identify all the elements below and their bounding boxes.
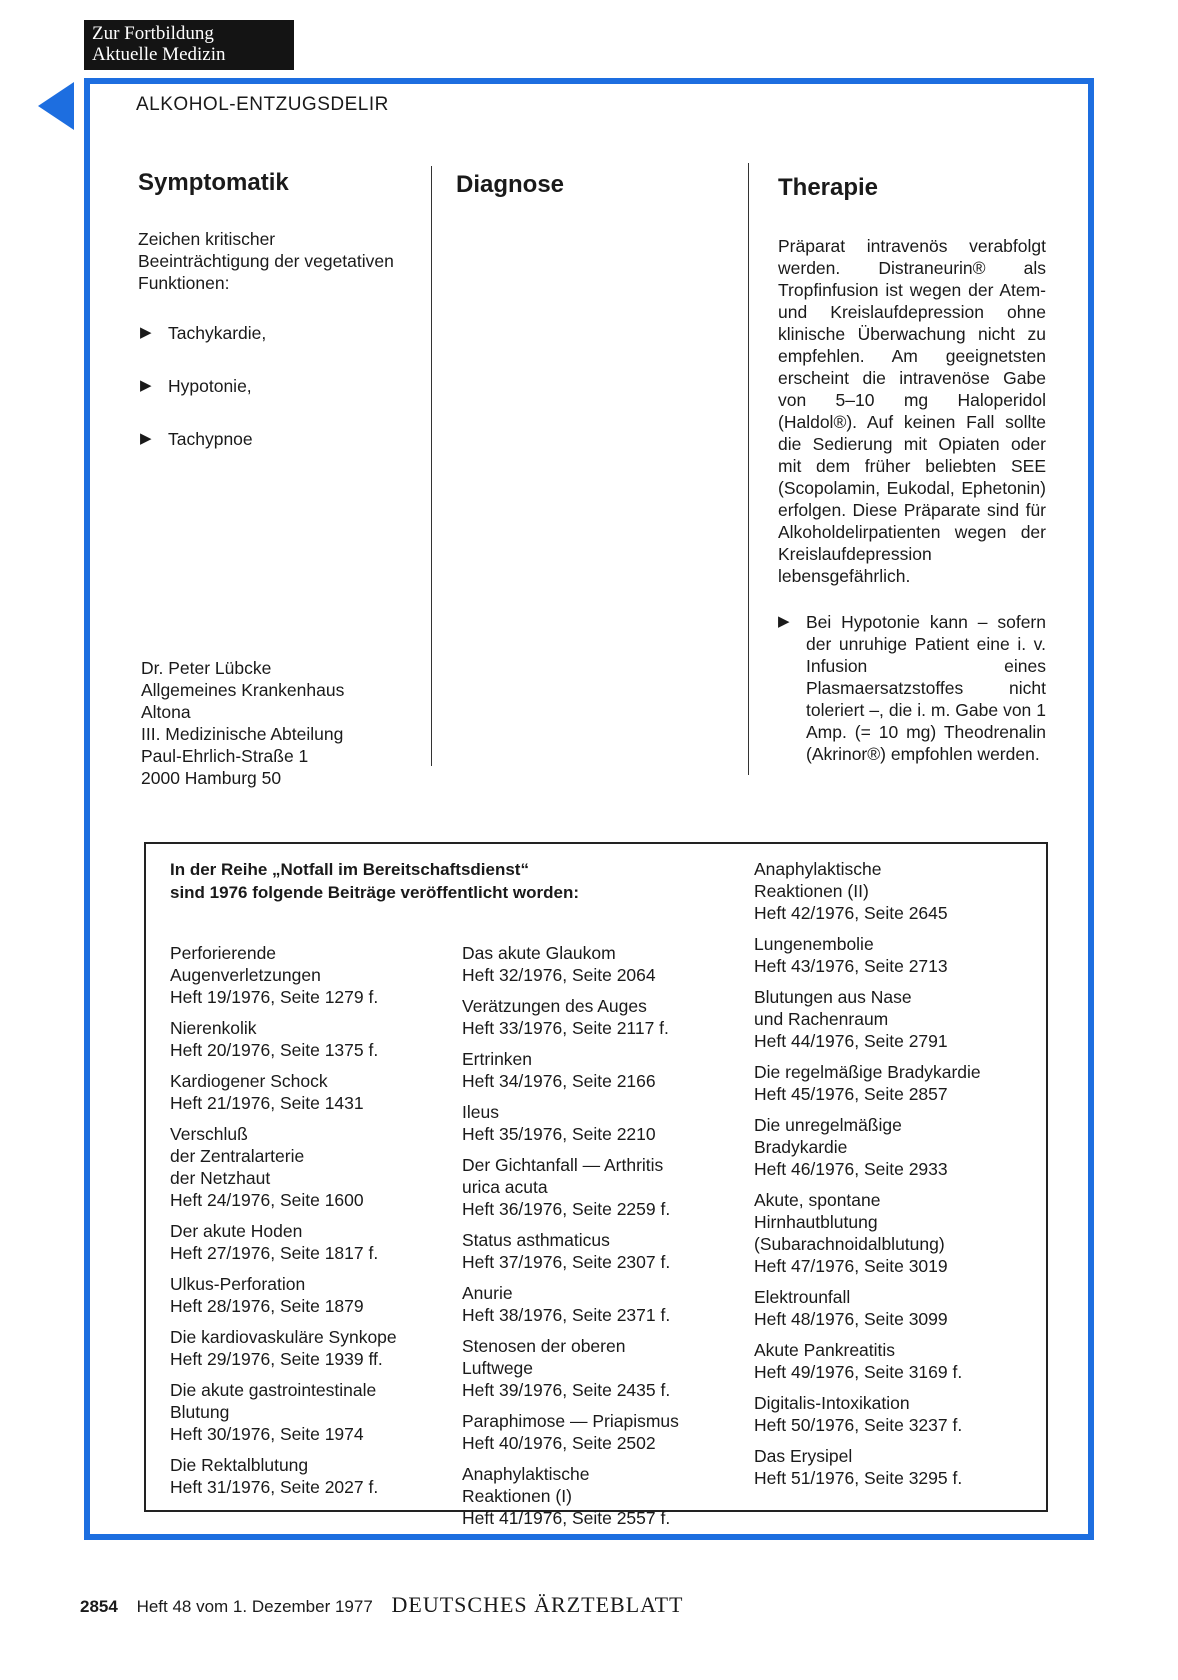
series-entry-title: Bradykardie <box>754 1137 848 1157</box>
series-entry-title: Elektrounfall <box>754 1287 851 1307</box>
series-entry-reference: Heft 20/1976, Seite 1375 f. <box>170 1040 379 1060</box>
series-entry <box>754 986 1034 1052</box>
series-entry-title: der Zentralarterie <box>170 1146 305 1166</box>
series-entry-title: Lungenembolie <box>754 934 874 954</box>
series-entry <box>462 1154 732 1220</box>
series-entry-title: Status asthmaticus <box>462 1230 610 1250</box>
issue-info: Heft 48 vom 1. Dezember 1977 <box>136 1597 373 1616</box>
series-entry-title: Die regelmäßige Bradykardie <box>754 1062 981 1082</box>
series-entry-reference: Heft 45/1976, Seite 2857 <box>754 1084 948 1104</box>
series-entry-reference: Heft 48/1976, Seite 3099 <box>754 1309 948 1329</box>
series-entry-title: Verschluß <box>170 1124 248 1144</box>
series-entry-title: Das Erysipel <box>754 1446 853 1466</box>
series-entry-title: Anaphylaktische <box>462 1464 590 1484</box>
symptomatik-heading: Symptomatik <box>138 169 289 196</box>
series-entry-title: Nierenkolik <box>170 1018 257 1038</box>
series-entry <box>462 1335 732 1401</box>
series-entry <box>754 858 1034 924</box>
series-entry-title: Das akute Glaukom <box>462 943 616 963</box>
diagnose-column <box>456 170 716 200</box>
journal-name: DEUTSCHES ÄRZTEBLATT <box>391 1592 684 1617</box>
series-entry-reference: Heft 19/1976, Seite 1279 f. <box>170 987 379 1007</box>
series-entry-title: der Netzhaut <box>170 1168 271 1188</box>
series-entry-title: Der akute Hoden <box>170 1221 303 1241</box>
author-line: Dr. Peter Lübcke <box>141 658 272 678</box>
series-entry-reference: Heft 34/1976, Seite 2166 <box>462 1071 656 1091</box>
series-entry-title: Akute, spontane <box>754 1190 881 1210</box>
series-entry <box>754 933 1034 977</box>
series-entry-title: Paraphimose — Priapismus <box>462 1411 679 1431</box>
series-entry-title: und Rachenraum <box>754 1009 889 1029</box>
series-entry-title: Stenosen der oberen <box>462 1336 626 1356</box>
symptomatik-intro: Zeichen kritischer Beeinträchtigung der vegetativen Funktionen: <box>138 229 394 293</box>
series-entry <box>170 1123 440 1211</box>
series-entry <box>754 1339 1034 1383</box>
column-divider <box>748 163 749 775</box>
series-entry-title: Hirnhautblutung <box>754 1212 878 1232</box>
series-entry-title: Der Gichtanfall — Arthritis <box>462 1155 664 1175</box>
series-entry-reference: Heft 51/1976, Seite 3295 f. <box>754 1468 963 1488</box>
series-entry <box>462 1229 732 1273</box>
column-divider <box>431 166 432 766</box>
series-entry-title: urica acuta <box>462 1177 548 1197</box>
series-column-3 <box>754 858 1034 1498</box>
series-heading-line2: sind 1976 folgende Beiträge veröffentlicht worden: <box>170 883 580 902</box>
author-line: Allgemeines Krankenhaus <box>141 680 345 700</box>
series-entry-title: Reaktionen (I) <box>462 1486 572 1506</box>
series-entry-title: Digitalis-Intoxikation <box>754 1393 910 1413</box>
symptomatik-column <box>138 168 408 481</box>
series-entry-title: Die unregelmäßige <box>754 1115 902 1135</box>
section-tag-line2: Aktuelle Medizin <box>92 44 226 65</box>
series-entry-title: Ileus <box>462 1102 499 1122</box>
series-column-2 <box>462 942 732 1538</box>
symptom-list <box>138 322 408 450</box>
series-entry-title: Blutungen aus Nase <box>754 987 912 1007</box>
author-line: Paul-Ehrlich-Straße 1 <box>141 746 309 766</box>
author-address <box>141 657 421 789</box>
series-entry <box>754 1286 1034 1330</box>
series-entry-title: Verätzungen des Auges <box>462 996 647 1016</box>
series-entry <box>462 942 732 986</box>
series-entry <box>170 1326 440 1370</box>
series-entry <box>170 1273 440 1317</box>
series-entry-reference: Heft 50/1976, Seite 3237 f. <box>754 1415 963 1435</box>
left-arrow-icon <box>38 82 74 130</box>
series-entry-reference: Heft 43/1976, Seite 2713 <box>754 956 948 976</box>
series-entry-reference: Heft 21/1976, Seite 1431 <box>170 1093 364 1113</box>
series-entry-title: Reaktionen (II) <box>754 881 869 901</box>
topic-title: ALKOHOL-ENTZUGSDELIR <box>136 94 389 115</box>
series-entry-title: Anurie <box>462 1283 513 1303</box>
author-line: III. Medizinische Abteilung <box>141 724 344 744</box>
series-entry <box>170 1379 440 1445</box>
series-entry-reference: Heft 39/1976, Seite 2435 f. <box>462 1380 671 1400</box>
therapie-heading: Therapie <box>778 174 879 201</box>
page-footer <box>80 1592 683 1618</box>
series-entry <box>754 1445 1034 1489</box>
series-entry-reference: Heft 49/1976, Seite 3169 f. <box>754 1362 963 1382</box>
series-entry-title: Augenverletzungen <box>170 965 321 985</box>
series-entry-reference: Heft 31/1976, Seite 2027 f. <box>170 1477 379 1497</box>
series-entry-title: Luftwege <box>462 1358 534 1378</box>
series-entry-title: Ulkus-Perforation <box>170 1274 306 1294</box>
series-entry-reference: Heft 37/1976, Seite 2307 f. <box>462 1252 671 1272</box>
therapie-bullet: ▶ Bei Hypotonie kann – sofern der unruhige Patient eine i. v. Infusion eines Plasmaersatzstoffes nicht toleriert –, die i. m. Gabe von 1 Amp. (= 10 mg) Theodrenalin (Akrinor®) empfohlen werden. <box>778 611 1046 765</box>
series-heading-line1: In der Reihe „Notfall im Bereitschaftsdienst“ <box>170 860 529 879</box>
series-heading <box>170 858 630 904</box>
series-entry-reference: Heft 28/1976, Seite 1879 <box>170 1296 364 1316</box>
series-entry-reference: Heft 47/1976, Seite 3019 <box>754 1256 948 1276</box>
symptom-item: ▶ Hypotonie, <box>138 375 408 397</box>
symptom-item: ▶ Tachypnoe <box>138 428 408 450</box>
series-entry <box>462 1048 732 1092</box>
series-entry-reference: Heft 41/1976, Seite 2557 f. <box>462 1508 671 1528</box>
series-entry-reference: Heft 42/1976, Seite 2645 <box>754 903 948 923</box>
series-entry <box>462 995 732 1039</box>
series-entry <box>462 1410 732 1454</box>
therapie-text: Präparat intravenös verabfolgt werden. Distraneurin® als Tropfinfusion ist wegen der Atem- und Kreislaufdepression ohne klinische Überwachung nicht zu empfehlen. Am geeignetsten erscheint die intravenöse Gabe von 5–10 mg Haloperidol (Haldol®). Auf keinen Fall sollte die Sedierung mit Opiaten oder mit dem früher beliebten SEE (Scopolamin, Eukodal, Ephetonin) erfolgen. Diese Präparate sind für Alkoholdelirpatienten wegen der Kreislaufdepression lebensgefährlich. <box>778 236 1046 586</box>
series-entry-title: Kardiogener Schock <box>170 1071 328 1091</box>
series-entry-title: Blutung <box>170 1402 230 1422</box>
series-entry-reference: Heft 44/1976, Seite 2791 <box>754 1031 948 1051</box>
series-entry-title: Die akute gastrointestinale <box>170 1380 377 1400</box>
series-entry <box>170 1220 440 1264</box>
symptom-item: ▶ Tachykardie, <box>138 322 408 344</box>
author-line: 2000 Hamburg 50 <box>141 768 282 788</box>
diagnose-heading: Diagnose <box>456 171 565 198</box>
series-entry <box>170 942 440 1008</box>
series-entry-reference: Heft 29/1976, Seite 1939 ff. <box>170 1349 383 1369</box>
series-entry <box>462 1463 732 1529</box>
author-line: Altona <box>141 702 191 722</box>
series-entry-reference: Heft 33/1976, Seite 2117 f. <box>462 1018 669 1038</box>
therapie-column <box>778 173 1046 765</box>
series-entry-reference: Heft 32/1976, Seite 2064 <box>462 965 656 985</box>
series-entry-reference: Heft 35/1976, Seite 2210 <box>462 1124 656 1144</box>
section-tag <box>84 20 294 70</box>
series-column-1 <box>170 942 440 1507</box>
series-box <box>144 842 1048 1528</box>
section-tag-line1: Zur Fortbildung <box>92 23 214 44</box>
series-entry <box>462 1282 732 1326</box>
series-entry <box>170 1454 440 1498</box>
series-entry-reference: Heft 38/1976, Seite 2371 f. <box>462 1305 671 1325</box>
series-entry <box>170 1017 440 1061</box>
page-number: 2854 <box>80 1597 118 1616</box>
series-entry <box>754 1392 1034 1436</box>
series-entry-title: Ertrinken <box>462 1049 533 1069</box>
series-entry-reference: Heft 30/1976, Seite 1974 <box>170 1424 364 1444</box>
series-entry-title: Die kardiovaskuläre Synkope <box>170 1327 397 1347</box>
series-entry-title: Akute Pankreatitis <box>754 1340 896 1360</box>
series-entry-reference: Heft 40/1976, Seite 2502 <box>462 1433 656 1453</box>
series-entry-reference: Heft 36/1976, Seite 2259 f. <box>462 1199 671 1219</box>
series-entry-reference: Heft 46/1976, Seite 2933 <box>754 1159 948 1179</box>
series-entry-title: Anaphylaktische <box>754 859 882 879</box>
series-entry <box>462 1101 732 1145</box>
series-entry-reference: Heft 27/1976, Seite 1817 f. <box>170 1243 379 1263</box>
series-entry-title: Perforierende <box>170 943 277 963</box>
series-entry-title: (Subarachnoidalblutung) <box>754 1234 945 1254</box>
series-entry-title: Die Rektalblutung <box>170 1455 309 1475</box>
series-entry-reference: Heft 24/1976, Seite 1600 <box>170 1190 364 1210</box>
series-entry <box>754 1189 1034 1277</box>
series-entry <box>170 1070 440 1114</box>
series-entry <box>754 1114 1034 1180</box>
series-entry <box>754 1061 1034 1105</box>
